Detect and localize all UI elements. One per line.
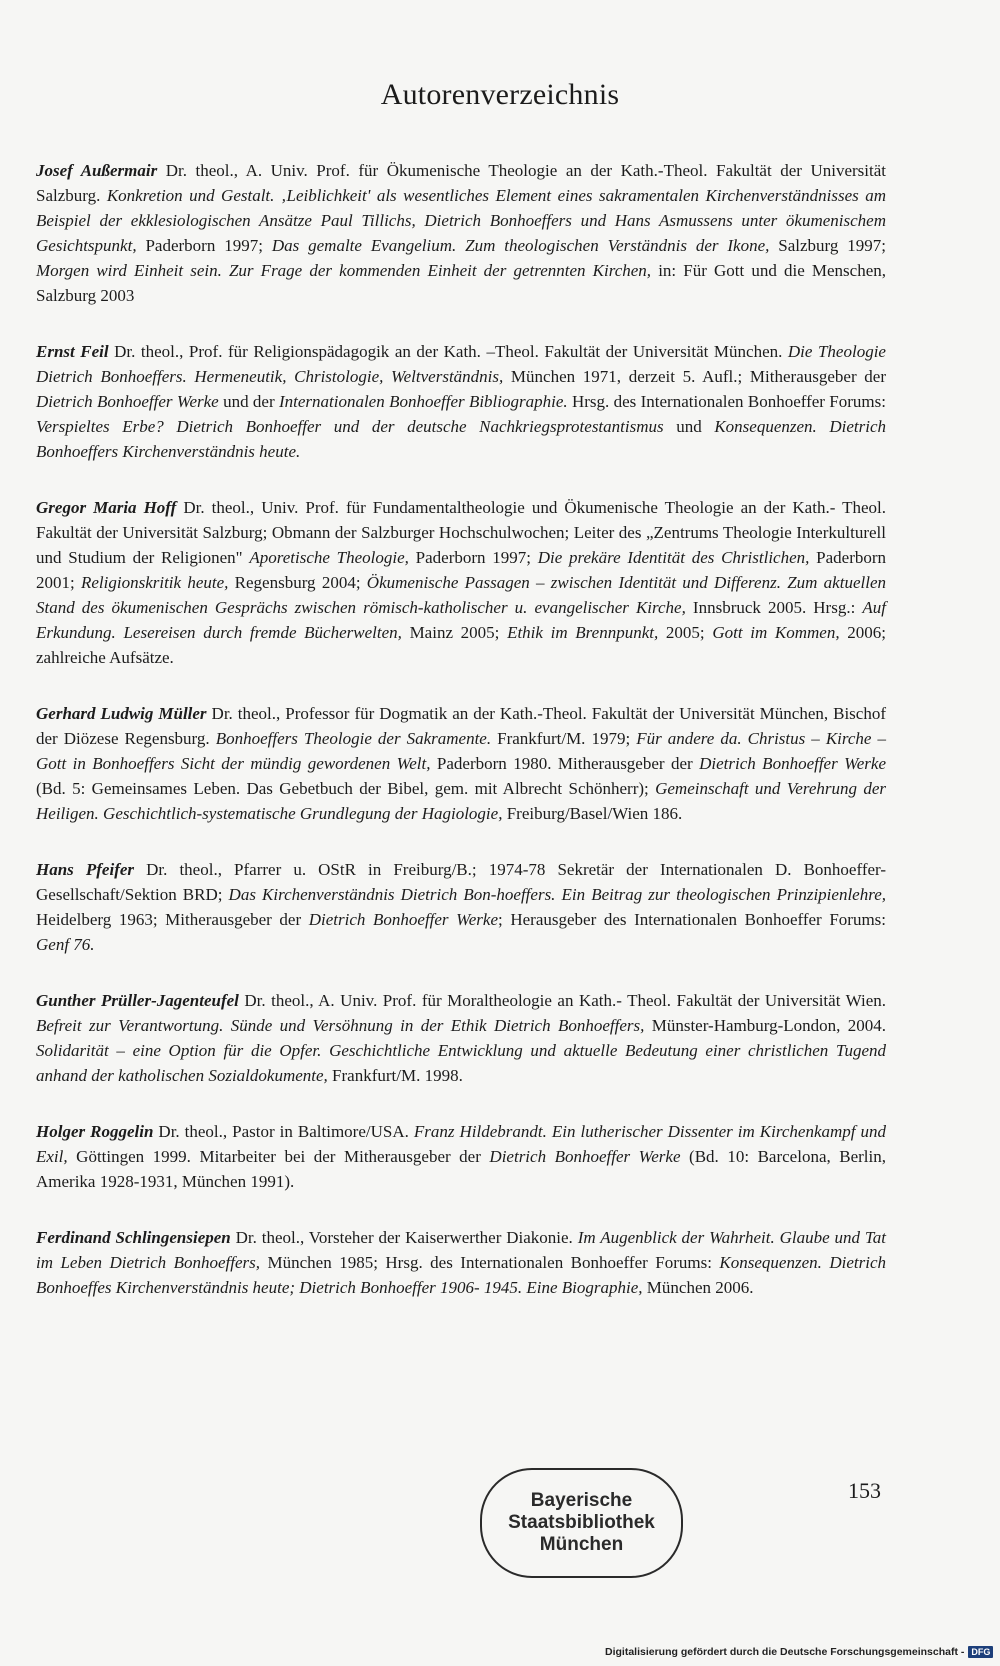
entry-text: Frankfurt/M. 1998. <box>327 1066 463 1085</box>
library-stamp <box>480 1468 683 1578</box>
entry-text: Dr. theol., Professor für Dogmatik an der Kath.-Theol. Fakultät der Universität München, Bischof der Diözese Regensburg. <box>36 704 886 748</box>
entry-text: Regensburg 2004; <box>228 573 367 592</box>
author-entry <box>36 158 886 308</box>
publication-title: Gemeinschaft und Verehrung der Heiligen. Geschichtlich-systematische Grundlegung der Hagiologie, <box>36 779 886 823</box>
author-name: Ferdinand Schlingensiepen <box>36 1228 231 1247</box>
publication-title: Dietrich Bonhoeffer Werke <box>308 910 499 929</box>
publication-title: Solidarität – eine Option für die Opfer. Geschichtliche Entwicklung und aktuelle Bedeutung einer christlichen Tugend anhand der katholischen Sozialdokumente, <box>36 1041 886 1085</box>
publication-title: Gott im Kommen, <box>712 623 840 642</box>
publication-title: Die Theologie Dietrich Bonhoeffers. Hermeneutik, Christologie, Weltverständnis, <box>36 342 886 386</box>
publication-title: Auf Erkundung. Lesereisen durch fremde Bücherwelten, <box>36 598 886 642</box>
entry-text: in: Für Gott und die Menschen, Salzburg 2003 <box>36 261 887 305</box>
entry-text: Paderborn 1997; <box>136 236 272 255</box>
page-number: 153 <box>848 1478 881 1503</box>
publication-title: Die prekäre Identität des Christlichen, <box>537 548 810 567</box>
entry-text: Heidelberg 1963; Mitherausgeber der <box>36 910 309 929</box>
entry-text: Hrsg. des Internationalen Bonhoeffer Forums: <box>567 392 886 411</box>
entry-text: Göttingen 1999. Mitarbeiter bei der Mitherausgeber der <box>67 1147 490 1166</box>
dfg-logo: DFG <box>968 1646 993 1658</box>
publication-title: Bonhoeffers Theologie der Sakramente. <box>215 729 492 748</box>
entry-text: Münster-Hamburg-London, 2004. <box>644 1016 886 1035</box>
publication-title: Morgen wird Einheit sein. Zur Frage der kommenden Einheit der getrennten Kirchen, <box>36 261 652 280</box>
entry-text: Paderborn 2001; <box>36 548 887 592</box>
entry-text: Paderborn 1997; <box>408 548 538 567</box>
author-name: Holger Roggelin <box>36 1122 154 1141</box>
author-entry <box>36 988 886 1088</box>
publication-title: Aporetische Theologie, <box>249 548 409 567</box>
page-title: Autorenverzeichnis <box>380 78 620 111</box>
author-name: Gunther Prüller-Jagenteufel <box>36 991 239 1010</box>
entry-text: Dr. theol., Vorsteher der Kaiserwerther Diakonie. <box>230 1228 578 1247</box>
author-entry <box>36 1225 886 1300</box>
entry-text: 2005; <box>658 623 713 642</box>
entry-text: München 2006. <box>642 1278 754 1297</box>
entry-text: (Bd. 10: Barcelona, Berlin, Amerika 1928-1931, München 1991). <box>36 1147 887 1191</box>
author-name: Ernst Feil <box>36 342 109 361</box>
entry-text: Salzburg 1997; <box>769 236 886 255</box>
entry-text: und der <box>218 392 279 411</box>
entry-text: Dr. theol., Prof. für Religionspädagogik an der Kath. –Theol. Fakultät der Universität München. <box>108 342 788 361</box>
publication-title: Franz Hildebrandt. Ein lutherischer Dissenter im Kirchenkampf und Exil, <box>36 1122 886 1166</box>
publication-title: Ethik im Brennpunkt, <box>507 623 659 642</box>
author-list <box>36 158 886 1331</box>
publication-title: Das gemalte Evangelium. Zum theologischen Verständnis der Ikone, <box>271 236 770 255</box>
publication-title: Im Augenblick der Wahrheit. Glaube und Tat im Leben Dietrich Bonhoeffers, <box>36 1228 886 1272</box>
publication-title: Konsequenzen. Dietrich Bonhoeffers Kirchenverständnis heute. <box>36 417 887 461</box>
stamp-line-3: München <box>539 1534 624 1555</box>
publication-title: Ökumenische Passagen – zwischen Identität und Differenz. Zum aktuellen Stand des ökumenischen Gesprächs zwischen römisch-katholischer u. evangelischer Kirche, <box>36 573 886 617</box>
author-entry <box>36 339 886 464</box>
author-name: Gerhard Ludwig Müller <box>36 704 207 723</box>
entry-text: (Bd. 5: Gemeinsames Leben. Das Gebetbuch der Bibel, gem. mit Albrecht Schönherr); <box>36 779 656 798</box>
entry-text: München 1971, derzeit 5. Aufl.; Mitherausgeber der <box>503 367 886 386</box>
entry-text: Dr. theol., Pfarrer u. OStR in Freiburg/B.; 1974-78 Sekretär der Internationalen D. Bonhoeffer-Gesellschaft/Sektion BRD; <box>36 860 887 904</box>
author-name: Josef Außermair <box>36 161 158 180</box>
author-entry <box>36 1119 886 1194</box>
entry-text: Frankfurt/M. 1979; <box>491 729 637 748</box>
author-entry <box>36 495 886 670</box>
entry-text: Paderborn 1980. Mitherausgeber der <box>430 754 700 773</box>
entry-text: Dr. theol., Pastor in Baltimore/USA. <box>153 1122 414 1141</box>
publication-title: Für andere da. Christus – Kirche – Gott in Bonhoeffers Sicht der mündig gewordenen Welt, <box>36 729 886 773</box>
publication-title: Befreit zur Verantwortung. Sünde und Versöhnung in der Ethik Dietrich Bonhoeffers, <box>36 1016 645 1035</box>
author-entry <box>36 857 886 957</box>
publication-title: Konkretion und Gestalt. ‚Leiblichkeit' als wesentliches Element eines sakramentalen Kirchenverständnisses am Beispiel der ekklesiologischen Ansätze Paul Tillichs, Dietrich Bonhoeffers und Hans Asmussens unter ökumenischem Gesichtspunkt, <box>36 186 886 255</box>
entry-text: und <box>663 417 715 436</box>
footer-credit <box>605 1646 993 1658</box>
publication-title: Genf 76. <box>36 935 95 954</box>
publication-title: Internationalen Bonhoeffer Bibliographie. <box>278 392 568 411</box>
entry-text: ; Herausgeber des Internationalen Bonhoeffer Forums: <box>498 910 887 929</box>
publication-title: Dietrich Bonhoeffer Werke <box>36 392 219 411</box>
entry-text: Freiburg/Basel/Wien 186. <box>502 804 683 823</box>
entry-text: München 1985; Hrsg. des Internationalen Bonhoeffer Forums: <box>260 1253 720 1272</box>
stamp-line-1: Bayerische <box>530 1490 633 1511</box>
publication-title: Dietrich Bonhoeffer Werke <box>699 754 886 773</box>
footer-text: Digitalisierung gefördert durch die Deutsche Forschungsgemeinschaft - <box>605 1646 965 1658</box>
publication-title: Religionskritik heute, <box>80 573 229 592</box>
entry-text: Innsbruck 2005. Hrsg.: <box>685 598 863 617</box>
publication-title: Verspieltes Erbe? Dietrich Bonhoeffer und der deutsche Nachkriegsprotestantismus <box>36 417 664 436</box>
entry-text: Dr. theol., A. Univ. Prof. für Moraltheologie an Kath.- Theol. Fakultät der Universität Wien. <box>238 991 886 1010</box>
author-name: Gregor Maria Hoff <box>36 498 177 517</box>
entry-text: 2006; zahlreiche Aufsätze. <box>36 623 886 667</box>
stamp-line-2: Staatsbibliothek <box>508 1512 655 1533</box>
publication-title: Dietrich Bonhoeffer Werke <box>489 1147 681 1166</box>
publication-title: Das Kirchenverständnis Dietrich Bon-hoeffers. Ein Beitrag zur theologischen Prinzipienlehre, <box>228 885 886 904</box>
entry-text: Dr. theol., A. Univ. Prof. für Ökumenische Theologie an der Kath.-Theol. Fakultät der Universität Salzburg. <box>36 161 886 205</box>
entry-text: Dr. theol., Univ. Prof. für Fundamentaltheologie und Ökumenische Theologie an der Kath.- Theol. Fakultät der Universität Salzburg; Obmann der Salzburger Hochschulwochen; Leiter des „Zentrums Theologie Interkulturell und Studium der Religionen" <box>36 498 886 567</box>
author-entry <box>36 701 886 826</box>
entry-text: Mainz 2005; <box>401 623 508 642</box>
author-name: Hans Pfeifer <box>36 860 135 879</box>
publication-title: Konsequenzen. Dietrich Bonhoeffes Kirchenverständnis heute; Dietrich Bonhoeffer 1906- 1945. Eine Biographie, <box>36 1253 887 1297</box>
